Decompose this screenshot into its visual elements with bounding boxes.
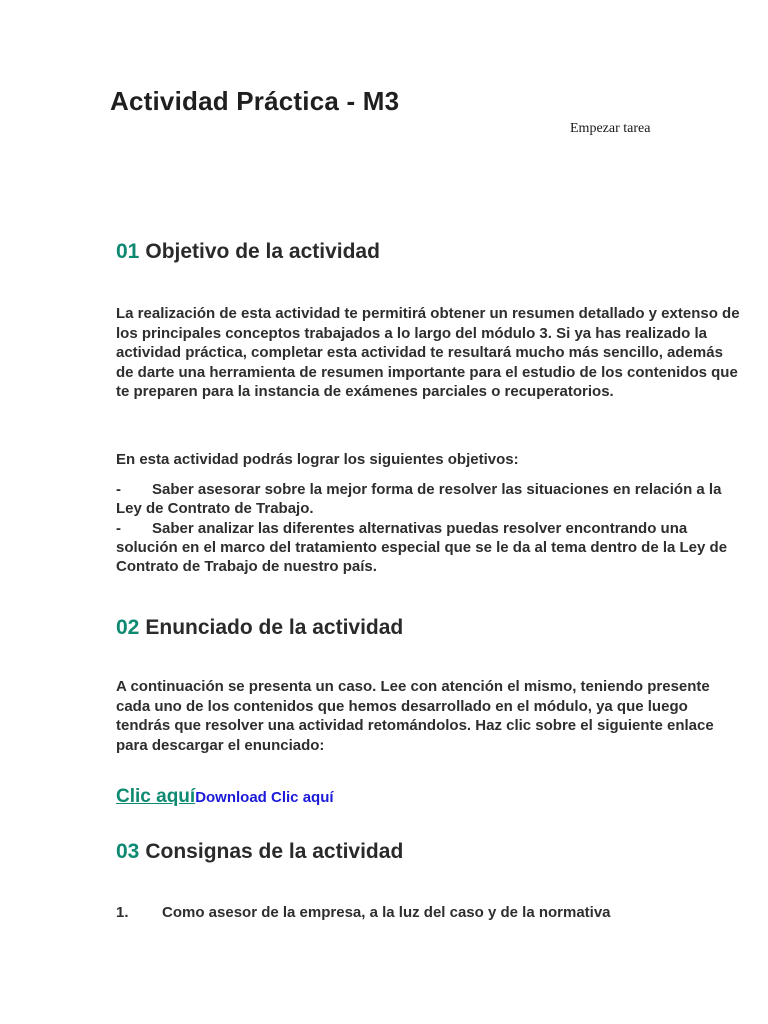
start-task-link[interactable]: Empezar tarea bbox=[570, 121, 651, 136]
bullet-marker: - bbox=[116, 520, 121, 537]
section-title: Enunciado de la actividad bbox=[145, 616, 404, 639]
links-row bbox=[116, 786, 334, 808]
enunciado-paragraph: A continuación se presenta un caso. Lee con atención el mismo, teniendo presente cada uno de los contenidos que hemos desarrollado en el módulo, ya que luego tendrás que resolver una actividad retomándolos. Haz clic sobre el siguiente enlace para descargar el enunciado: bbox=[116, 678, 714, 754]
item-marker: 1. bbox=[116, 904, 129, 921]
objectives-intro: En esta actividad podrás lograr los siguientes objetivos: bbox=[116, 451, 519, 468]
page-title: Actividad Práctica - M3 bbox=[110, 86, 400, 116]
section-heading-consignas bbox=[116, 840, 403, 864]
section-heading-objetivo bbox=[116, 240, 380, 264]
section-number: 01 bbox=[116, 240, 140, 263]
section-title: Consignas de la actividad bbox=[145, 840, 404, 863]
objective-paragraph: La realización de esta actividad te permitirá obtener un resumen detallado y extenso de los principales conceptos trabajados a lo largo del módulo 3. Si ya has realizado la actividad práctica, completar esta actividad te resultará mucho más sencillo, además de darte una herramienta de resumen importante para el estudio de los contenidos que te preparen para la instancia de exámenes parciales o recuperatorios. bbox=[116, 305, 740, 401]
item-text: Como asesor de la empresa, a la luz del caso y de la normativa bbox=[162, 904, 611, 921]
list-item bbox=[116, 480, 741, 518]
section-number: 03 bbox=[116, 840, 140, 863]
bullet-text: Saber asesorar sobre la mejor forma de resolver las situaciones en relación a la Ley de Contrato de Trabajo. bbox=[116, 481, 722, 518]
bullet-text: Saber analizar las diferentes alternativas puedas resolver encontrando una solución en el marco del tratamiento especial que se le da al tema dentro de la Ley de Contrato de Trabajo de nuestro país. bbox=[116, 520, 728, 576]
section-title: Objetivo de la actividad bbox=[145, 240, 380, 263]
numbered-list-item bbox=[116, 904, 741, 921]
clic-aqui-link[interactable]: Clic aquí bbox=[116, 786, 196, 807]
download-link[interactable]: Download Clic aquí bbox=[195, 789, 334, 806]
bullet-marker: - bbox=[116, 481, 121, 498]
list-item bbox=[116, 519, 741, 577]
section-heading-enunciado bbox=[116, 616, 403, 640]
section-number: 02 bbox=[116, 616, 140, 639]
